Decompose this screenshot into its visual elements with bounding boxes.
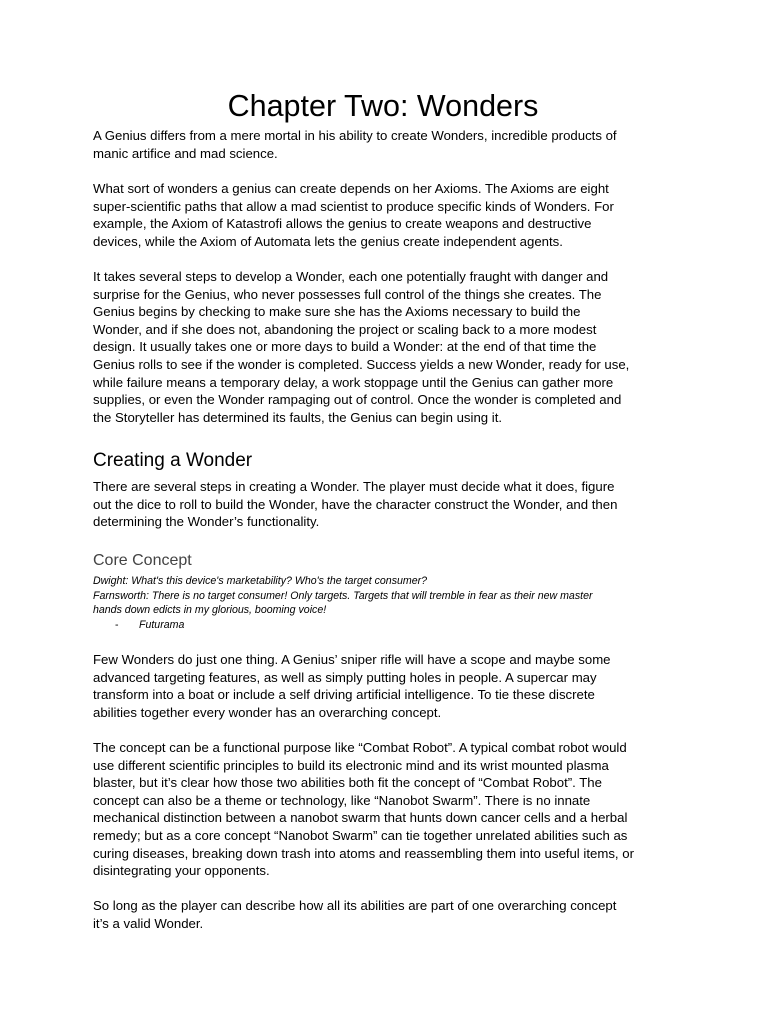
epigraph-attribution [115, 618, 184, 632]
body-paragraph: So long as the player can describe how all its abilities are part of one overarching concept it’s a valid Wonder. [93, 898, 617, 931]
intro-paragraph: It takes several steps to develop a Wonder, each one potentially fraught with danger and surprise for the Genius, who never possesses full control of the things she creates. The Genius begins by checking to make sure she has the Axioms necessary to build the Wonder, and if she does not, abandoning the project or scaling back to a more modest design. It usually takes one or more days to build a Wonder: at the end of that time the Genius rolls to see if the wonder is completed. Success yields a new Wonder, ready for use, while failure means a temporary delay, a work stoppage until the Genius can gather more supplies, or even the Wonder rampaging out of control. Once the wonder is completed and the Storyteller has determined its faults, the Genius can begin using it. [93, 269, 630, 425]
intro-paragraph: What sort of wonders a genius can create depends on her Axioms. The Axioms are eight super-scientific paths that allow a mad scientist to produce specific kinds of Wonders. For example, the Axiom of Katastrofi allows the genius to create weapons and destructive devices, while the Axiom of Automata lets the genius create independent agents. [93, 181, 614, 249]
body-paragraph: Few Wonders do just one thing. A Genius’ sniper rifle will have a scope and maybe some advanced targeting features, as well as simply putting holes in people. A supercar may transform into a boat or include a self driving artificial intelligence. To tie these discrete abilities together every wonder has an overarching concept. [93, 652, 611, 720]
subsection-heading: Core Concept [93, 552, 192, 569]
intro-paragraph: A Genius differs from a mere mortal in his ability to create Wonders, incredible products of manic artifice and mad science. [93, 128, 617, 161]
chapter-title: Chapter Two: Wonders [227, 89, 539, 123]
attribution-dash: - [115, 619, 119, 631]
section-heading: Creating a Wonder [93, 450, 253, 471]
attribution-source: Futurama [139, 619, 185, 631]
body-paragraph: The concept can be a functional purpose like “Combat Robot”. A typical combat robot would use different scientific principles to build its electronic mind and its wrist mounted plasma blaster, but it’s clear how those two abilities both fit the concept of “Combat Robot”. The concept can also be a theme or technology, like “Nanobot Swarm”. There is no innate mechanical distinction between a nanobot swarm that hunts down cancer cells and a herbal remedy; but as a core concept “Nanobot Swarm” can tie together unrelated abilities such as curing diseases, breaking down trash into atoms and reassembling them into useful items, or disintegrating your opponents. [93, 740, 634, 879]
epigraph-quote: Dwight: What's this device's marketability? Who's the target consumer? Farnsworth: There is no target consumer! Only targets. Targets that will tremble in fear as their new master hands down edicts in my glorious, booming voice! [93, 575, 593, 617]
section-paragraph: There are several steps in creating a Wonder. The player must decide what it does, figure out the dice to roll to build the Wonder, have the character construct the Wonder, and then determining the Wonder’s functionality. [93, 479, 618, 530]
